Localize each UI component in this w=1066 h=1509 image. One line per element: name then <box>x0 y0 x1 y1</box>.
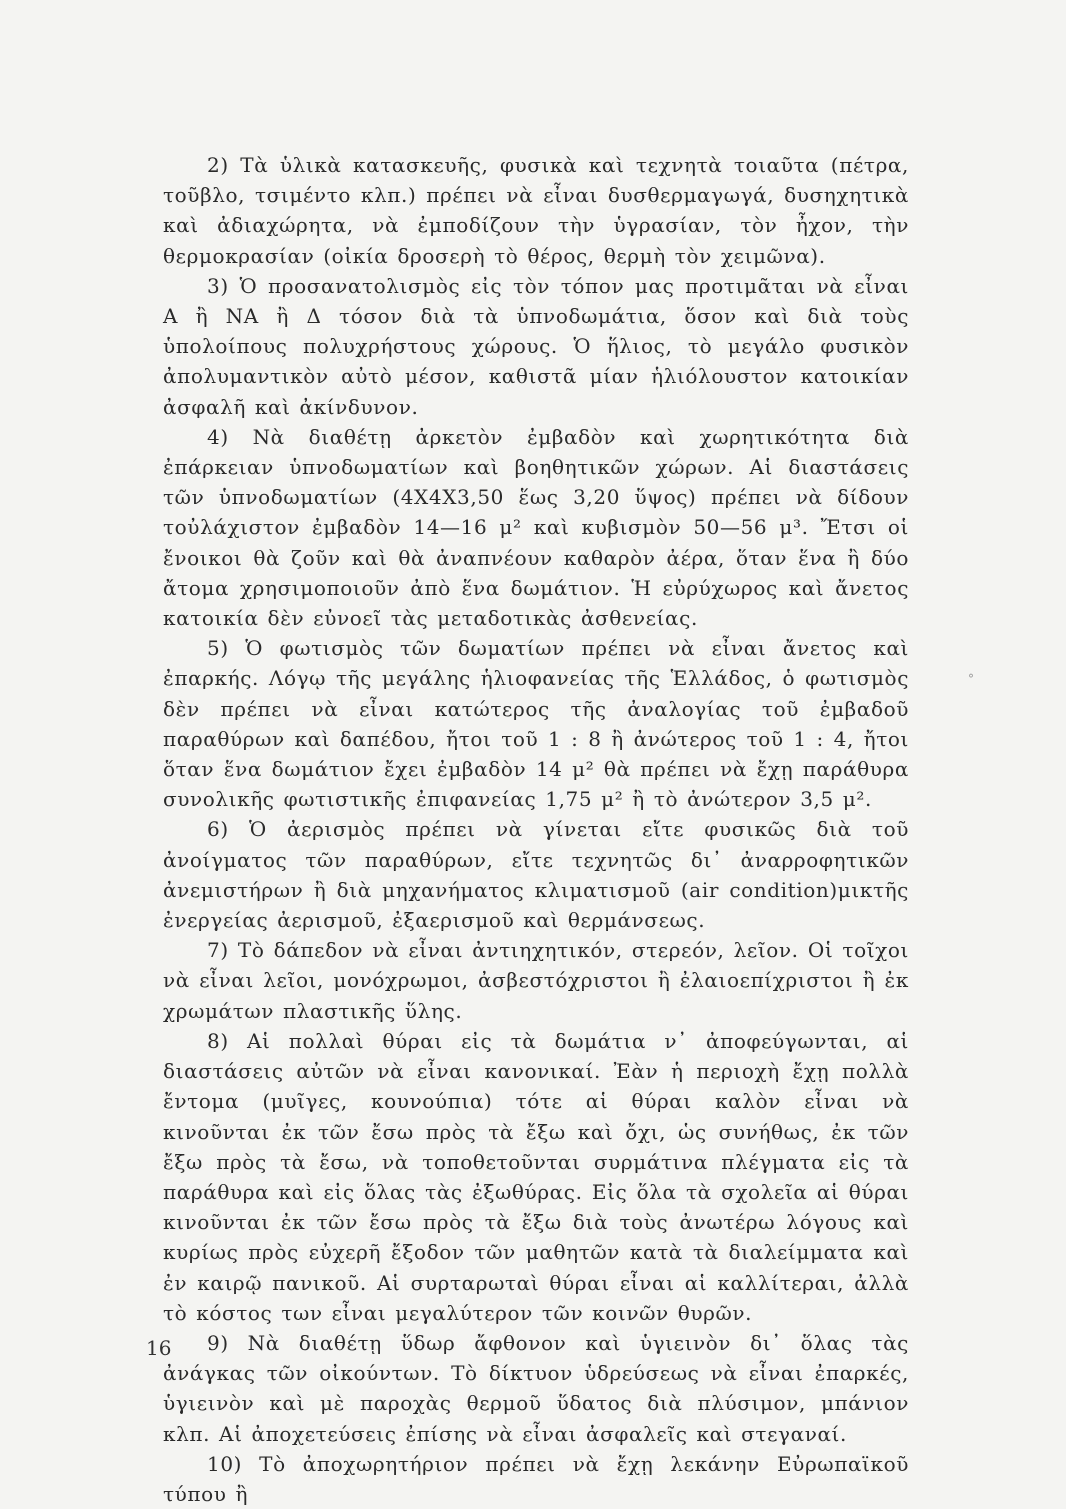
body-text <box>163 150 909 1509</box>
paragraph-8: 8) Αἱ πολλαὶ θύραι εἰς τὰ δωμάτια ν᾿ ἀποφεύγωνται, αἱ διαστάσεις αὐτῶν νὰ εἶναι κανονικαί. Ἐὰν ἡ περιοχὴ ἔχῃ πολλὰ ἔντομα (μυῖγες, κουνούπια) τότε αἱ θύραι καλὸν εἶναι νὰ κινοῦνται ἐκ τῶν ἔσω πρὸς τὰ ἔξω καὶ ὄχι, ὡς συνήθως, ἐκ τῶν ἔξω πρὸς τὰ ἔσω, νὰ τοποθετοῦνται συρμάτινα πλέγματα εἰς τὰ παράθυρα καὶ εἰς ὅλας τὰς ἐξωθύρας. Εἰς ὅλα τὰ σχολεῖα αἱ θύραι κινοῦνται ἐκ τῶν ἔσω πρὸς τὰ ἔξω διὰ τοὺς ἀνωτέρω λόγους καὶ κυρίως πρὸς εὐχερῆ ἔξοδον τῶν μαθητῶν κατὰ τὰ διαλείμματα καὶ ἐν καιρῷ πανικοῦ. Αἱ συρταρωταὶ θύραι εἶναι αἱ καλλίτεραι, ἀλλὰ τὸ κόστος των εἶναι μεγαλύτερον τῶν κοινῶν θυρῶν. <box>163 1028 909 1325</box>
paragraph-5: 5) Ὁ φωτισμὸς τῶν δωματίων πρέπει νὰ εἶναι ἄνετος καὶ ἐπαρκής. Λόγῳ τῆς μεγάλης ἡλιοφανείας τῆς Ἑλλάδος, ὁ φωτισμὸς δὲν πρέπει νὰ εἶναι κατώτερος τῆς ἀναλογίας τοῦ ἐμβαδοῦ παραθύρων καὶ δαπέδου, ἤτοι τοῦ 1 : 8 ἢ ἀνώτερος τοῦ 1 : 4, ἤτοι ὅταν ἕνα δωμάτιον ἔχει ἐμβαδὸν 14 μ² θὰ πρέπει νὰ ἔχῃ παράθυρα συνολικῆς φωτιστικῆς ἐπιφανείας 1,75 μ² ἢ τὸ ἀνώτερον 3,5 μ². <box>163 636 909 812</box>
stray-mark: ° <box>968 672 974 686</box>
paragraph-3: 3) Ὁ προσανατολισμὸς εἰς τὸν τόπον μας προτιμᾶται νὰ εἶναι Α ἢ ΝΑ ἢ Δ τόσον διὰ τὰ ὑπνοδωμάτια, ὅσον καὶ διὰ τοὺς ὑπολοίπους πολυχρήστους χώρους. Ὁ ἥλιος, τὸ μεγάλο φυσικὸν ἀπολυμαντικὸν αὐτὸ μέσον, καθιστᾶ μίαν ἡλιόλουστον κατοικίαν ἀσφαλῆ καὶ ἀκίνδυνον. <box>163 273 909 419</box>
paragraph-7: 7) Τὸ δάπεδον νὰ εἶναι ἀντιηχητικόν, στερεόν, λεῖον. Οἱ τοῖχοι νὰ εἶναι λεῖοι, μονόχρωμοι, ἀσβεστόχριστοι ἢ ἐλαιοεπίχριστοι ἢ ἐκ χρωμάτων πλαστικῆς ὕλης. <box>163 938 909 1023</box>
paragraph-10: 10) Τὸ ἀποχωρητήριον πρέπει νὰ ἔχῃ λεκάνην Εὐρωπαϊκοῦ τύπου ἢ <box>163 1451 909 1506</box>
page-number: 16 <box>146 1336 172 1360</box>
paragraph-6: 6) Ὁ ἀερισμὸς πρέπει νὰ γίνεται εἴτε φυσικῶς διὰ τοῦ ἀνοίγματος τῶν παραθύρων, εἴτε τεχνητῶς δι᾿ ἀναρροφητικῶν ἀνεμιστήρων ἢ διὰ μηχανήματος κλιματισμοῦ (air condition)μικτῆς ἐνεργείας ἀερισμοῦ, ἐξαερισμοῦ καὶ θερμάνσεως. <box>163 817 909 933</box>
paragraph-2: 2) Τὰ ὑλικὰ κατασκευῆς, φυσικὰ καὶ τεχνητὰ τοιαῦτα (πέτρα, τοῦβλο, τσιμέντο κλπ.) πρέπει νὰ εἶναι δυσθερμαγωγά, δυσηχητικὰ καὶ ἀδιαχώρητα, νὰ ἐμποδίζουν τὴν ὑγρασίαν, τὸν ἦχον, τὴν θερμοκρασίαν (οἰκία δροσερὴ τὸ θέρος, θερμὴ τὸν χειμῶνα). <box>163 153 909 268</box>
paragraph-9: 9) Νὰ διαθέτῃ ὕδωρ ἄφθονον καὶ ὑγιεινὸν δι᾿ ὅλας τὰς ἀνάγκας τῶν οἰκούντων. Τὸ δίκτυον ὑδρεύσεως νὰ εἶναι ἐπαρκές, ὑγιεινὸν καὶ μὲ παροχὰς θερμοῦ ὕδατος διὰ πλύσιμον, μπάνιον κλπ. Αἱ ἀποχετεύσεις ἐπίσης νὰ εἶναι ἀσφαλεῖς καὶ στεγαναί. <box>163 1330 909 1446</box>
paragraph-4: 4) Νὰ διαθέτῃ ἀρκετὸν ἐμβαδὸν καὶ χωρητικότητα διὰ ἐπάρκειαν ὑπνοδωματίων καὶ βοηθητικῶν χώρων. Αἱ διαστάσεις τῶν ὑπνοδωματίων (4Χ4Χ3,50 ἕως 3,20 ὕψος) πρέπει νὰ δίδουν τοὐλάχιστον ἐμβαδὸν 14—16 μ² καὶ κυβισμὸν 50—56 μ³. Ἔτσι οἱ ἔνοικοι θὰ ζοῦν καὶ θὰ ἀναπνέουν καθαρὸν ἀέρα, ὅταν ἕνα ἢ δύο ἄτομα χρησιμοποιοῦν ἀπὸ ἕνα δωμάτιον. Ἡ εὐρύχωρος καὶ ἄνετος κατοικία δὲν εὐνοεῖ τὰς μεταδοτικὰς ἀσθενείας. <box>163 424 909 631</box>
